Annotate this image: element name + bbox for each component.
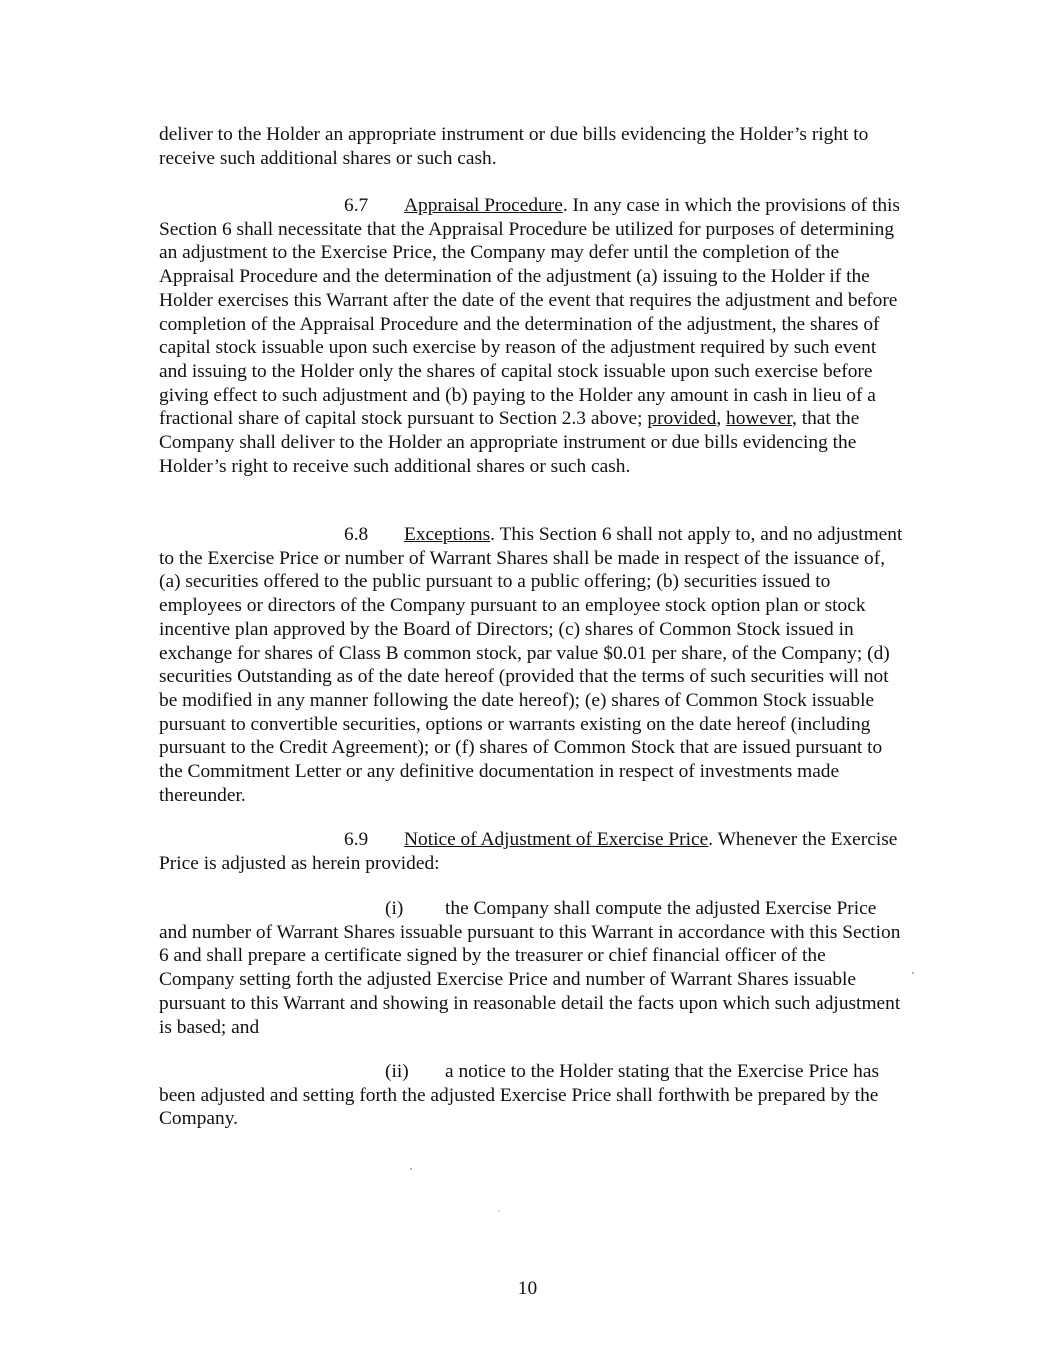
- section-number: 6.9: [344, 829, 369, 850]
- item-label: (i): [385, 898, 404, 919]
- item-text: the Company shall compute the adjusted Exercise Price and number of Warrant Shares issuable pursuant to this Warrant in accordance with this Section 6 and shall prepare a certificate signed by the treasurer or chief financial officer of the Company setting forth the adjusted Exercise Price and number of Warrant Shares issuable pursuant to this Warrant and showing in reasonable detail the facts upon which such adjustment is based; and: [159, 898, 901, 1038]
- list-item-ii: [159, 1060, 905, 1131]
- proviso-provided: provided: [647, 408, 717, 430]
- section-number: 6.7: [344, 195, 369, 216]
- proviso-separator: ,: [716, 408, 727, 430]
- section-heading: Notice of Adjustment of Exercise Price: [404, 829, 709, 850]
- scan-speck: [498, 1210, 500, 1212]
- list-item-i: [159, 897, 905, 1039]
- section-heading: Exceptions: [404, 524, 491, 545]
- item-label: (ii): [385, 1061, 409, 1082]
- section-6-8: [159, 523, 905, 807]
- section-number: 6.8: [344, 524, 369, 545]
- section-6-7: [159, 194, 905, 478]
- section-body: . Whenever the Exercise Price is adjusted as herein provided:: [159, 829, 898, 874]
- section-heading: Appraisal Procedure: [404, 195, 563, 216]
- section-body: . This Section 6 shall not apply to, and no adjustment to the Exercise Price or number of Warrant Shares shall be made in respect of the issuance of, (a) securities offered to the public pursuant to a public offering; (b) securities issued to employees or directors of the Company pursuant to an employee stock option plan or stock incentive plan approved by the Board of Directors; (c) shares of Common Stock issued in exchange for shares of Class B common stock, par value $0.01 per share, of the Company; (d) securities Outstanding as of the date hereof (provided that the terms of such securities will not be modified in any manner following the date hereof); (e) shares of Common Stock issuable pursuant to convertible securities, options or warrants existing on the date hereof (including pursuant to the Credit Agreement); or (f) shares of Common Stock that are issued pursuant to the Commitment Letter or any definitive documentation in respect of investments made thereunder.: [159, 524, 903, 806]
- section-6-9: [159, 828, 905, 875]
- section-body: . In any case in which the provisions of this Section 6 shall necessitate that the Appraisal Procedure be utilized for purposes of determining an adjustment to the Exercise Price, the Company may defer until the completion of the Appraisal Procedure and the determination of the adjustment (a) issuing to the Holder if the Holder exercises this Warrant after the date of the event that requires the adjustment and before completion of the Appraisal Procedure and the determination of the adjustment, the shares of capital stock issuable upon such exercise by reason of the adjustment required by such event and issuing to the Holder only the shares of capital stock issuable upon such exercise before giving effect to such adjustment and (b) paying to the Holder any amount in cash in lieu of a fractional share of capital stock pursuant to Section 2.3 above;: [159, 195, 900, 430]
- scan-speck: [410, 1168, 412, 1170]
- proviso-however: however: [726, 408, 793, 430]
- scan-speck: [912, 972, 914, 974]
- continuation-text: deliver to the Holder an appropriate instrument or due bills evidencing the Holder’s right to receive such additional shares or such cash.: [159, 124, 869, 169]
- page-number: 10: [517, 1278, 538, 1299]
- continuation-paragraph: [159, 123, 905, 170]
- section-body-end: , that the Company shall deliver to the Holder an appropriate instrument or due bills evidencing the Holder’s right to receive such additional shares or such cash.: [159, 408, 860, 477]
- item-text: a notice to the Holder stating that the Exercise Price has been adjusted and setting forth the adjusted Exercise Price shall forthwith be prepared by the Company.: [159, 1061, 879, 1130]
